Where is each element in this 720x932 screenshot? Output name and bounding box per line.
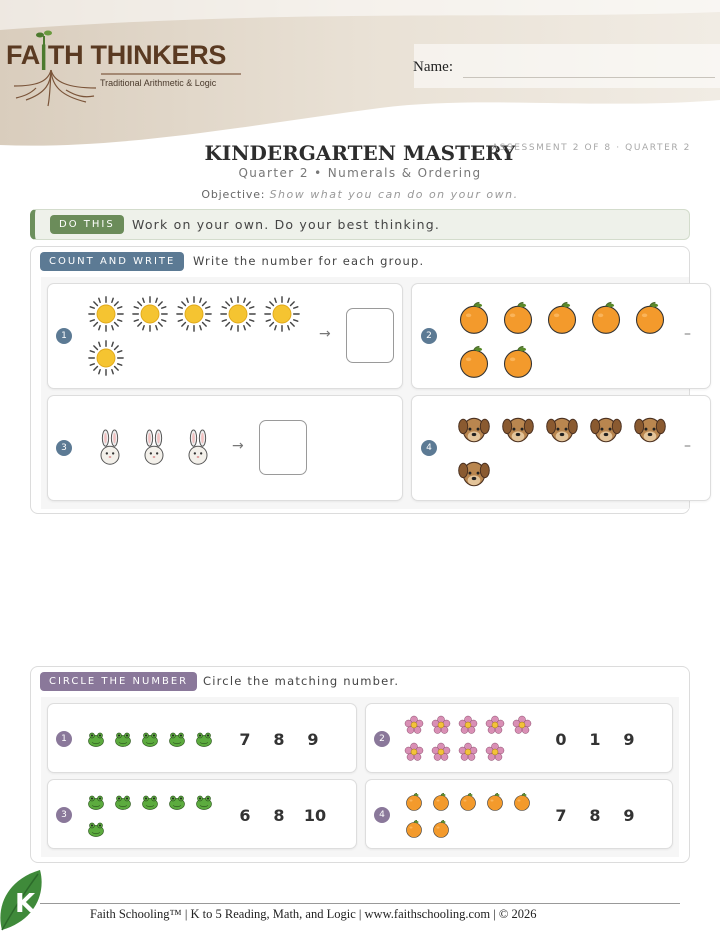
dog-icon: [632, 412, 668, 448]
orange-icon: [431, 792, 451, 812]
sun-icon: [264, 296, 300, 332]
circle-card-2: [365, 703, 673, 773]
sprout-icon: [36, 30, 52, 46]
count-card-1: [47, 283, 403, 389]
orange-icon: [512, 792, 532, 812]
orange-icon: [632, 300, 668, 336]
choice-number[interactable]: 8: [273, 730, 285, 749]
orange-icon: [544, 300, 580, 336]
flower-icon: [485, 715, 505, 735]
orange-icon: [500, 300, 536, 336]
sun-icon: [132, 296, 168, 332]
frog-icon: [167, 792, 187, 812]
count-card-2: [411, 283, 711, 389]
answer-box-1[interactable]: [346, 308, 394, 363]
footer-divider: [40, 903, 680, 904]
bunny-icon: [136, 430, 172, 466]
item-number-badge: 1: [56, 328, 72, 344]
choice-number[interactable]: 10: [303, 806, 327, 825]
frog-icon: [140, 729, 160, 749]
do-this-text: Work on your own. Do your best thinking.: [132, 217, 441, 232]
item-number-badge: 2: [421, 328, 437, 344]
orange-icon: [404, 819, 424, 839]
objective-text: Show what you can do on your own.: [269, 188, 519, 201]
sun-icon: [220, 296, 256, 332]
frog-icon: [194, 792, 214, 812]
frog-icon: [140, 792, 160, 812]
choice-number[interactable]: 1: [589, 730, 601, 749]
frog-icon: [86, 819, 106, 839]
name-input-line[interactable]: [463, 77, 715, 78]
page-subtitle: Quarter 2 • Numerals & Ordering: [238, 166, 482, 180]
flower-icon: [431, 742, 451, 762]
frog-icon: [113, 792, 133, 812]
assessment-label: ASSESSMENT 2 OF 8 · QUARTER 2: [491, 143, 691, 153]
flower-icon: [404, 742, 424, 762]
item-number-badge: 3: [56, 807, 72, 823]
item-number-badge: 2: [374, 731, 390, 747]
orange-icon: [485, 792, 505, 812]
objective-label: Objective:: [201, 188, 266, 201]
choice-number[interactable]: 7: [239, 730, 251, 749]
frog-icon: [113, 729, 133, 749]
choice-number[interactable]: 9: [623, 730, 635, 749]
frog-icon: [194, 729, 214, 749]
bunny-icon: [180, 430, 216, 466]
arrow-icon: →: [319, 326, 331, 342]
flower-icon: [458, 742, 478, 762]
sun-icon: [88, 340, 124, 376]
frog-icon: [167, 729, 187, 749]
bunny-icon: [92, 430, 128, 466]
arrow-icon: –: [684, 326, 691, 342]
frog-icon: [86, 792, 106, 812]
brand-subtitle: Traditional Arithmetic & Logic: [100, 78, 217, 88]
circle-the-number-tag: CIRCLE THE NUMBER: [40, 672, 197, 691]
orange-icon: [456, 344, 492, 380]
choice-number[interactable]: 7: [555, 806, 567, 825]
orange-icon: [458, 792, 478, 812]
orange-icon: [500, 344, 536, 380]
dog-icon: [544, 412, 580, 448]
frog-icon: [86, 729, 106, 749]
choice-number[interactable]: 8: [589, 806, 601, 825]
count-and-write-section: [30, 246, 690, 514]
footer-text: Faith Schooling™ | K to 5 Reading, Math, and Logic | www.faithschooling.com | © 2026: [90, 907, 537, 921]
flower-icon: [458, 715, 478, 735]
brand-title: FA| TH THINKERS: [6, 40, 226, 71]
count-card-3: [47, 395, 403, 501]
sun-icon: [176, 296, 212, 332]
name-label: Name:: [413, 59, 453, 75]
objective: [0, 188, 720, 201]
k-leaf-logo: [0, 868, 48, 932]
answer-box-3[interactable]: [259, 420, 307, 475]
choice-number[interactable]: 9: [307, 730, 319, 749]
flower-icon: [512, 715, 532, 735]
item-number-badge: 4: [421, 440, 437, 456]
name-field-background: [414, 44, 720, 88]
circle-cards-area: [41, 697, 679, 857]
dog-icon: [500, 412, 536, 448]
orange-icon: [431, 819, 451, 839]
number-choices: [544, 730, 646, 749]
dog-icon: [456, 456, 492, 492]
arrow-icon: –: [684, 438, 691, 454]
number-choices: [228, 730, 330, 749]
dog-icon: [456, 412, 492, 448]
circle-the-number-section: [30, 666, 690, 863]
choice-number[interactable]: 9: [623, 806, 635, 825]
number-choices: [544, 806, 646, 825]
item-number-badge: 3: [56, 440, 72, 456]
count-cards-area: [41, 277, 689, 509]
item-number-badge: 4: [374, 807, 390, 823]
choice-number[interactable]: 0: [555, 730, 567, 749]
circle-card-1: [47, 703, 357, 773]
choice-number[interactable]: 6: [239, 806, 251, 825]
orange-icon: [404, 792, 424, 812]
circle-card-3: [47, 779, 357, 849]
sun-icon: [88, 296, 124, 332]
item-number-badge: 1: [56, 731, 72, 747]
circle-instruction: Circle the matching number.: [203, 674, 400, 688]
number-choices: [228, 806, 334, 825]
choice-number[interactable]: 8: [273, 806, 285, 825]
dog-icon: [588, 412, 624, 448]
flower-icon: [404, 715, 424, 735]
page-title: KINDERGARTEN MASTERY: [204, 141, 516, 165]
count-card-4: [411, 395, 711, 501]
svg-text:K: K: [15, 889, 36, 919]
circle-card-4: [365, 779, 673, 849]
do-this-tag: DO THIS: [50, 215, 124, 234]
flower-icon: [485, 742, 505, 762]
count-instruction: Write the number for each group.: [193, 254, 425, 268]
orange-icon: [588, 300, 624, 336]
arrow-icon: →: [232, 438, 244, 454]
flower-icon: [431, 715, 451, 735]
orange-icon: [456, 300, 492, 336]
do-this-bar: [30, 209, 690, 240]
count-and-write-tag: COUNT AND WRITE: [40, 252, 184, 271]
